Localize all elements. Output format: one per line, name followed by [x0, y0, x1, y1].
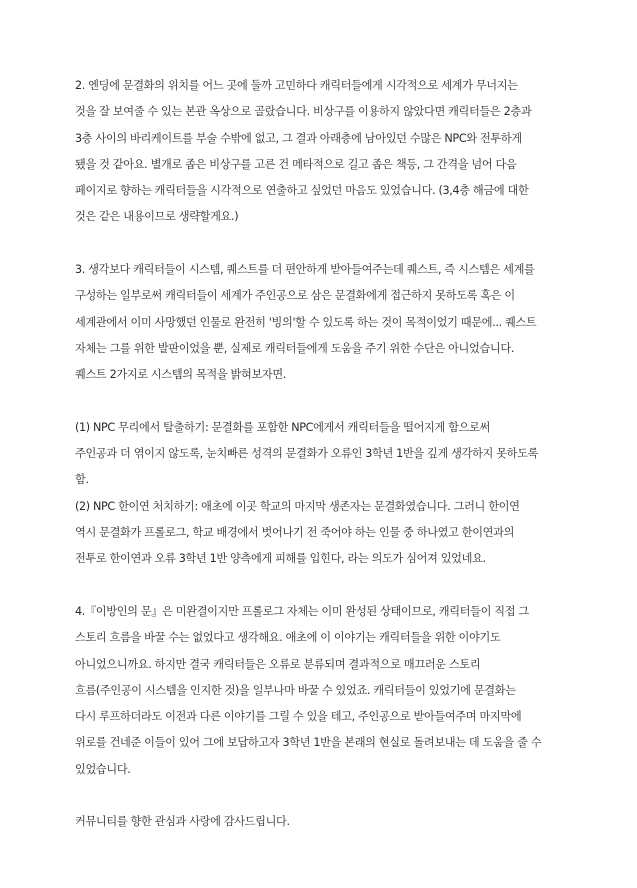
text-line: 있었습니다. — [75, 762, 131, 776]
text-line: 주인공과 더 엮이지 않도록, 눈치빠른 성격의 문결화가 오류인 3학년 1반을 깊게 생각하지 못하도록 — [75, 447, 539, 461]
text-line: 2. 엔딩에 문결화의 위치를 어느 곳에 둘까 고민하다 캐릭터들에게 시각적으로 세계가 무너지는 — [75, 79, 518, 92]
text-line: (2) NPC 한이연 처치하기: 애초에 이곳 학교의 마지막 생존자는 문결화였습니다. 그러니 한이연 — [75, 499, 520, 513]
document-body — [75, 76, 595, 839]
paragraph-gap — [75, 234, 595, 260]
text-line: 전투로 한이연과 오류 3학년 1반 양측에게 피해를 입힌다, 라는 의도가 심어져 있었네요. — [75, 552, 486, 566]
text-line: 함. — [75, 473, 89, 487]
text-line: 퀘스트 2가지로 시스템의 목적을 밝혀보자면. — [75, 368, 287, 382]
text-line: 구성하는 일부로써 캐릭터들이 세계가 주인공으로 삼은 문결화에게 접근하지 못하도록 혹은 이 — [75, 289, 515, 303]
text-line: 커뮤니티를 향한 관심과 사랑에 감사드립니다. — [75, 815, 290, 829]
text-line: 스토리 흐름을 바꿀 수는 없었다고 생각해요. 애초에 이 이야기는 캐릭터들을 위한 이야기도 — [75, 631, 501, 645]
text-line: 세계관에서 이미 사망했던 인물로 완전히 '빙의'할 수 있도록 하는 것이 목적이었기 때문에... 퀘스트 — [75, 315, 537, 329]
text-line: 자체는 그를 위한 발판이었을 뿐, 실제로 캐릭터들에게 도움을 주기 위한 수단은 아니었습니다. — [75, 341, 515, 355]
paragraph-ending-location — [75, 76, 595, 234]
text-line: 됐을 것 같아요. 별개로 좁은 비상구를 고른 건 메타적으로 길고 좁은 책등, 그 간격을 넘어 다음 — [75, 157, 517, 171]
paragraph-quest-list — [75, 418, 595, 576]
text-line: 위로를 건네준 이들이 있어 그에 보답하고자 3학년 1반을 본래의 현실로 돌려보내는 데 도움을 줄 수 — [75, 736, 542, 750]
text-line: 흐름(주인공이 시스템을 인지한 것)을 일부나마 바꿀 수 있었죠. 캐릭터들이 있었기에 문결화는 — [75, 683, 516, 697]
text-line: 것은 같은 내용이므로 생략할게요.) — [75, 210, 239, 224]
text-line: 4.『이방인의 문』은 미완결이지만 프롤로그 자체는 이미 완성된 상태이므로, 캐릭터들이 직접 그 — [75, 604, 529, 618]
paragraph-gap — [75, 786, 595, 812]
text-line: 3층 사이의 바리케이트를 부술 수밖에 없고, 그 결과 아래층에 남아있던 수많은 NPC와 전투하게 — [75, 131, 522, 145]
paragraph-gap — [75, 392, 595, 418]
text-line: (1) NPC 무리에서 탈출하기: 문결화를 포함한 NPC에게서 캐릭터들을 떨어지게 함으로써 — [75, 420, 490, 434]
paragraph-closing-thanks — [75, 812, 595, 838]
text-line: 아니었으니까요. 하지만 결국 캐릭터들은 오류로 분류되며 결과적으로 매끄러운 스토리 — [75, 657, 481, 671]
paragraph-gap — [75, 576, 595, 602]
text-line: 역시 문결화가 프롤로그, 학교 배경에서 벗어나기 전 죽어야 하는 인물 중 하나였고 한이연과의 — [75, 526, 515, 540]
text-line: 페이지로 향하는 캐릭터들을 시각적으로 연출하고 싶었던 마음도 있었습니다. (3,4층 해금에 대한 — [75, 184, 529, 198]
paragraph-story-flow — [75, 602, 595, 786]
text-line: 다시 루프하더라도 이전과 다른 이야기를 그릴 수 있을 테고, 주인공으로 받아들여주며 마지막에 — [75, 710, 522, 724]
paragraph-system-quests — [75, 260, 595, 391]
text-line: 3. 생각보다 캐릭터들이 시스템, 퀘스트를 더 편안하게 받아들여주는데 퀘스트, 즉 시스템은 세계를 — [75, 263, 535, 277]
text-line: 것을 잘 보여줄 수 있는 본관 옥상으로 골랐습니다. 비상구를 이용하지 않았다면 캐릭터들은 2층과 — [75, 105, 532, 119]
